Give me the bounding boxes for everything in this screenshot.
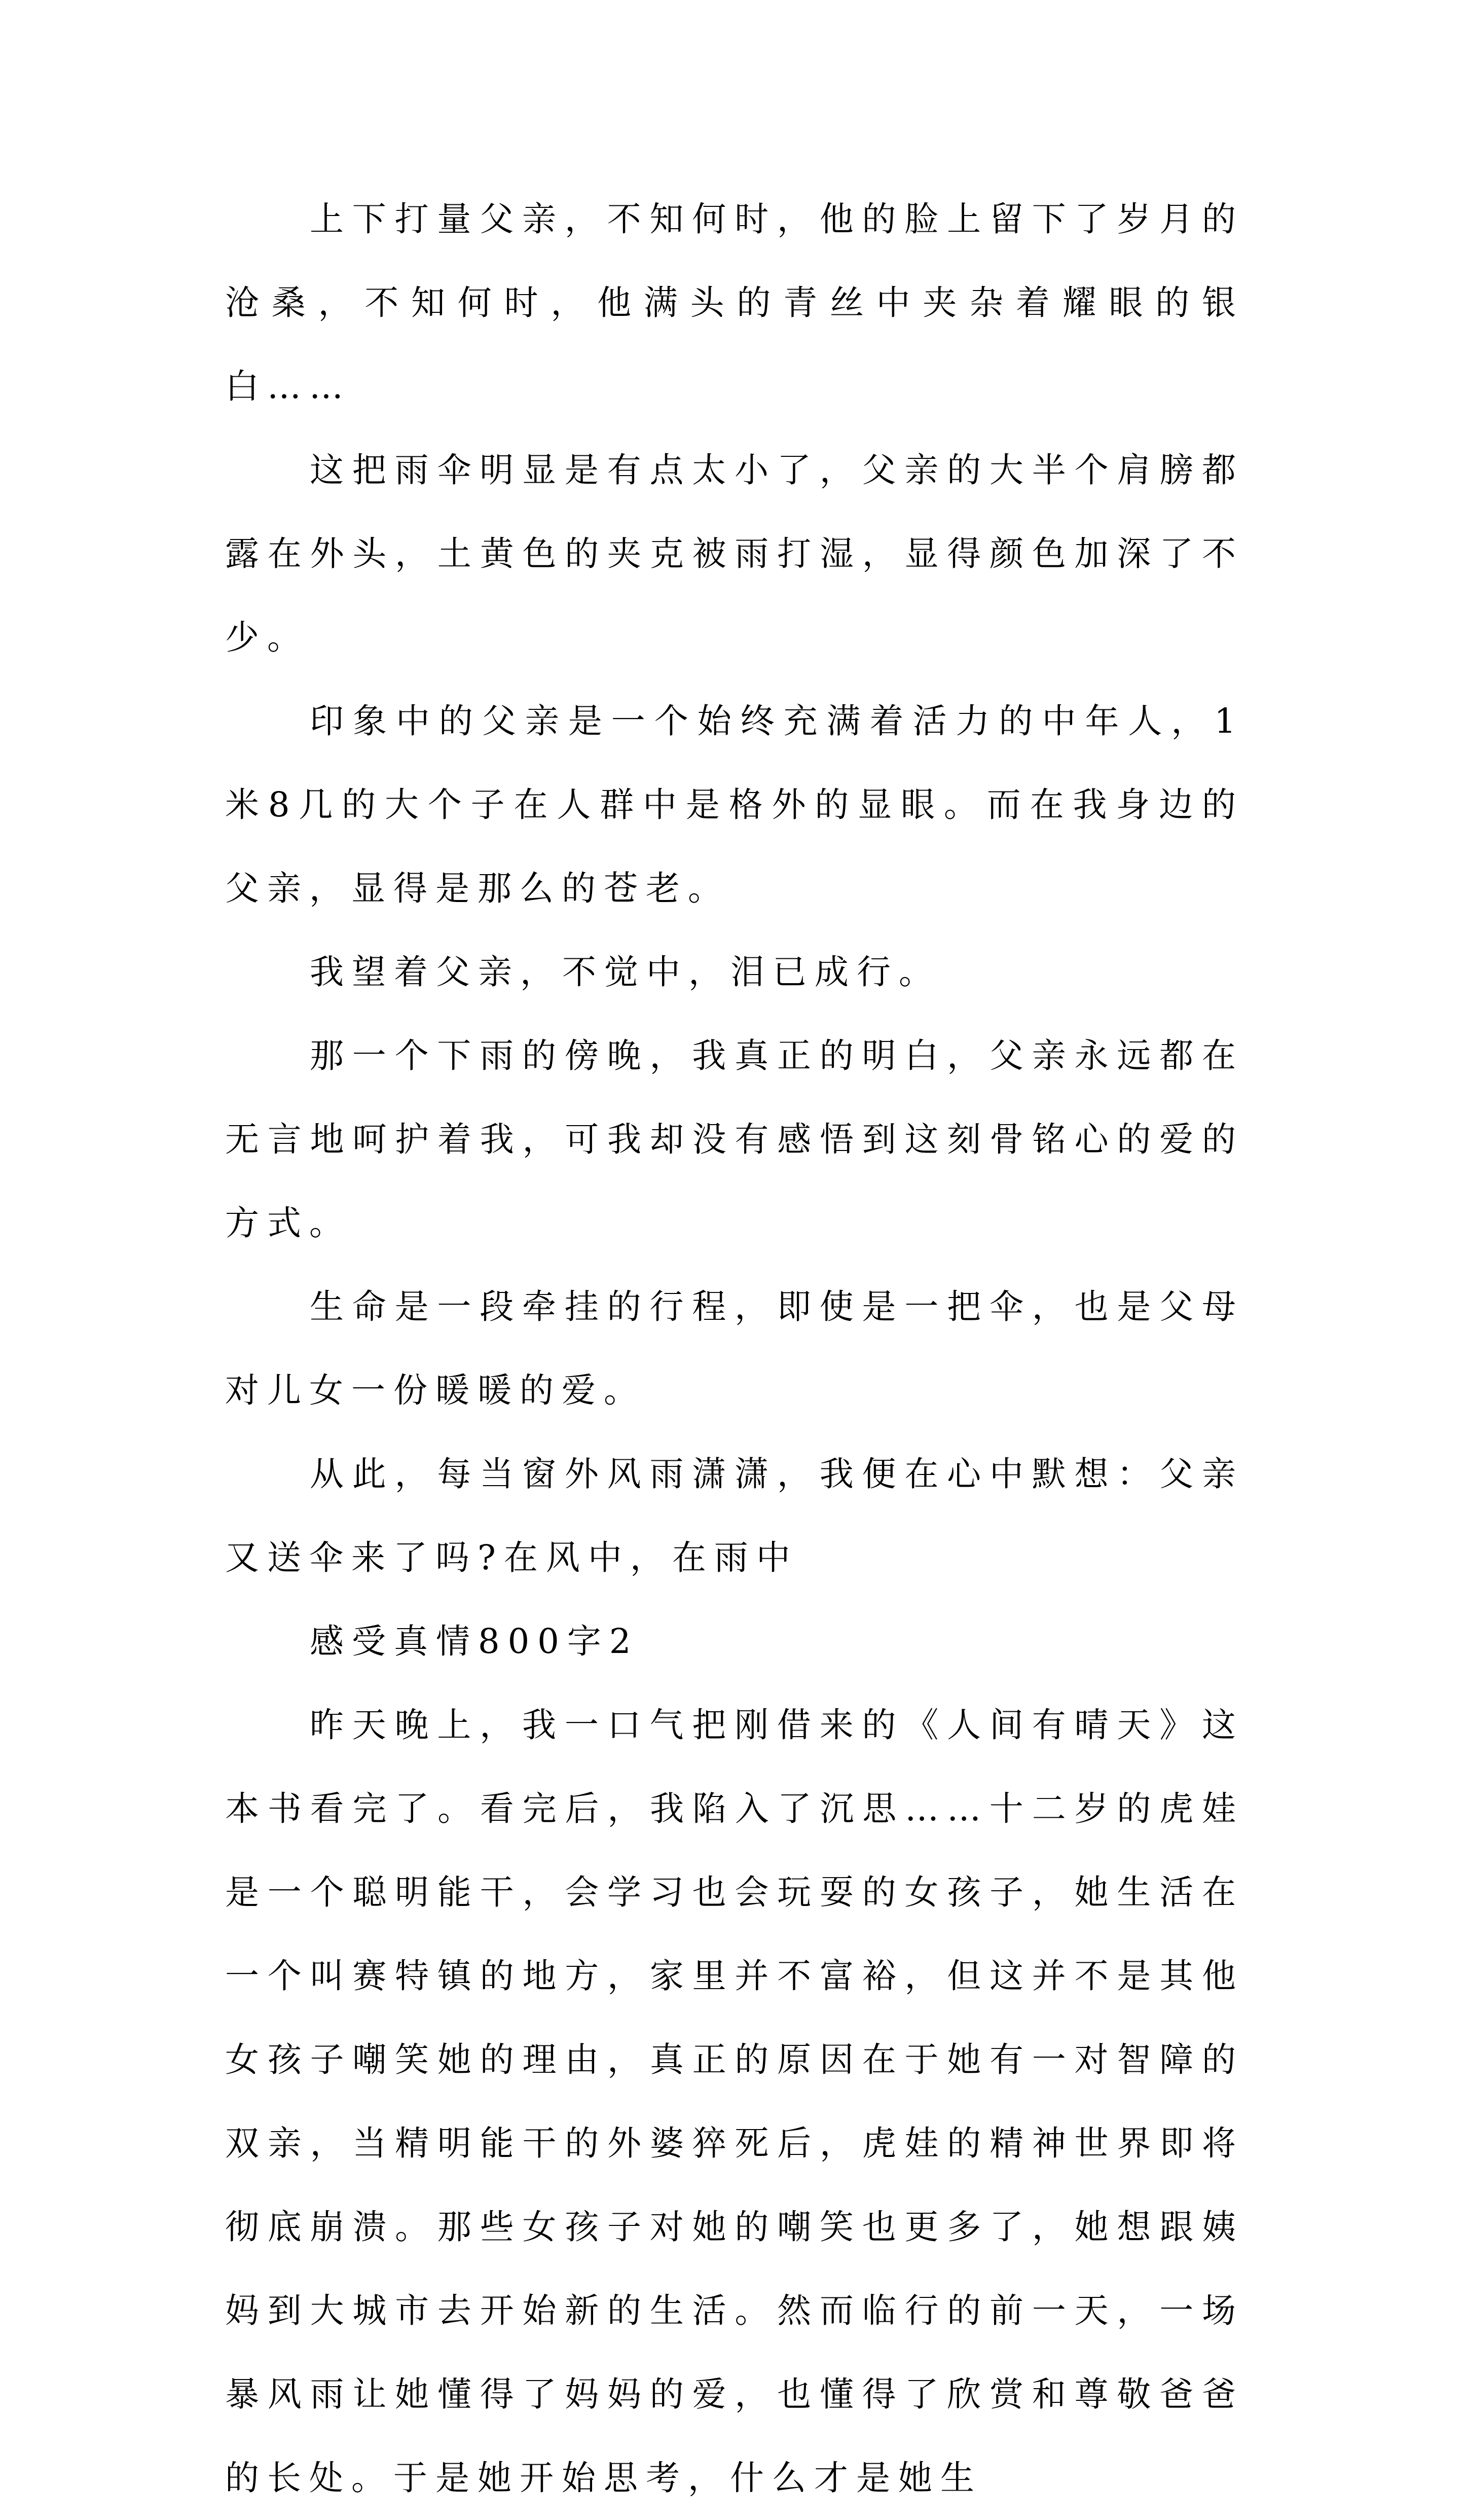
paragraph-2: 这把雨伞明显是有点太小了，父亲的大半个肩膀都露在外头，土黄色的夹克被雨打湿，显得颜色加深了不少。	[225, 450, 1244, 657]
paragraph-8: 昨天晚上，我一口气把刚借来的《人间有晴天》这本书看完了。看完后，我陷入了沉思……十二岁的虎娃是一个聪明能干，会学习也会玩耍的女孩子，她生活在一个叫赛特镇的地方，家里并不富裕，但这并不是其他女孩子嘲笑她的理由，真正的原因在于她有一对智障的双亲，当精明能干的外婆猝死后，虎娃的精神世界即将彻底崩溃。那些女孩子对她的嘲笑也更多了，她想跟姨妈到大城市去开始新的生活。然而临行的前一天，一场暴风雨让她懂得了妈妈的爱，也懂得了欣赏和尊敬爸爸的长处。于是她开始思考，什么才是她生	[225, 1705, 1244, 2498]
section-heading: 感受真情800字2	[310, 1622, 639, 1661]
paragraph-1: 上下打量父亲，不知何时，他的脸上留下了岁月的沧桑，不知何时，他满头的青丝中夹杂着耀眼的银白……	[225, 199, 1244, 406]
paragraph-5: 那一个下雨的傍晚，我真正的明白，父亲永远都在无言地呵护着我，可我却没有感悟到这刻骨铭心的爱的方式。	[225, 1036, 1244, 1243]
paragraph-7: 从此，每当窗外风雨潇潇，我便在心中默想：父亲又送伞来了吗?在风中，在雨中	[225, 1454, 1244, 1577]
paragraph-6: 生命是一段牵挂的行程，即使是一把伞，也是父母对儿女一份暖暖的爱。	[225, 1287, 1244, 1410]
document-body	[225, 177, 1244, 2520]
paragraph-4: 我望着父亲，不觉中，泪已成行。	[310, 952, 941, 992]
paragraph-3: 印象中的父亲是一个始终充满着活力的中年人，1米8几的大个子在人群中是格外的显眼。而在我身边的父亲，显得是那么的苍老。	[225, 701, 1244, 908]
